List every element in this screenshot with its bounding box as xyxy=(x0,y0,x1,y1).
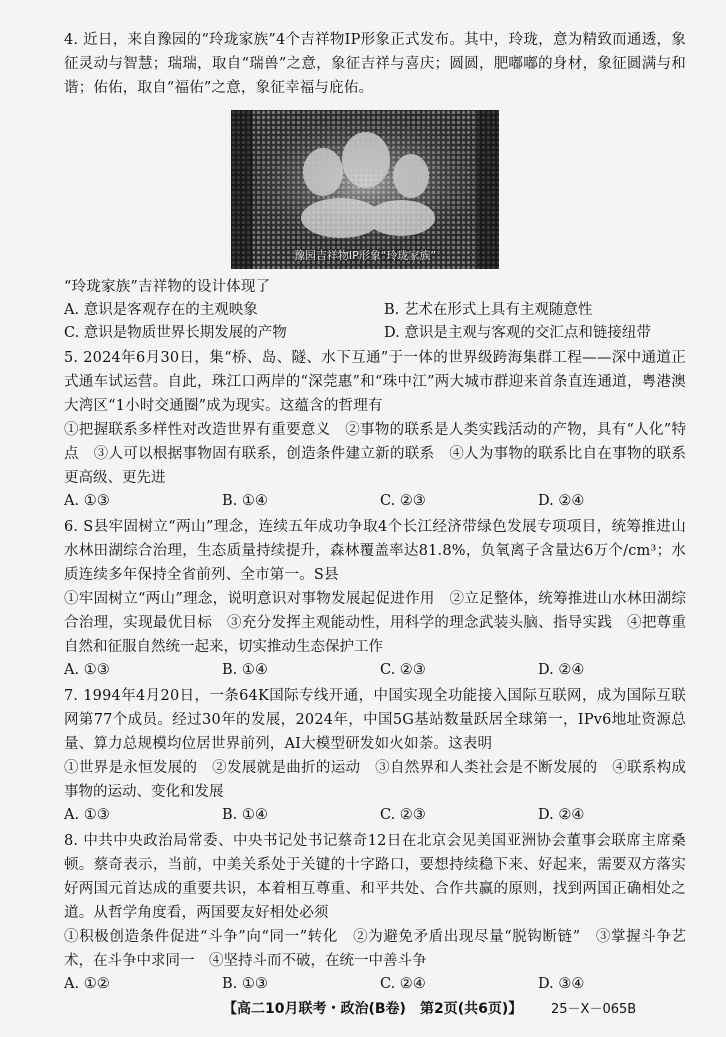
option-a[interactable]: A. ①③ xyxy=(64,662,110,678)
option-a[interactable]: A. ①② xyxy=(64,976,110,992)
option-a[interactable]: A. 意识是客观存在的主观映象 xyxy=(64,302,258,318)
mascot-figure xyxy=(231,110,499,269)
option-b[interactable]: B. ①④ xyxy=(222,493,268,509)
question-4 xyxy=(64,28,686,345)
question-7 xyxy=(64,684,686,827)
question-8-statements: ①积极创造条件促进“斗争”向“同一”转化 ②为避免矛盾出现尽量“脱钩断链” ③掌握斗争艺术，在斗争中求同一 ④坚持斗而不破，在统一中善斗争 xyxy=(64,929,686,969)
option-b[interactable]: B. 艺术在形式上具有主观随意性 xyxy=(384,302,593,318)
footer-code: 25－X－065B xyxy=(551,1002,637,1017)
question-7-stem: 7. 1994年4月20日，一条64K国际专线开通，中国实现全功能接入国际互联网，成为国际互联网第77个成员。经过30年的发展，2024年，中国5G基站数量跃居全球第一，IPv6地址资源总量、算力总规模均位居世界前列，AI大模型研发如火如荼。这表明 xyxy=(64,688,686,752)
option-c[interactable]: C. ②③ xyxy=(380,493,426,509)
question-6 xyxy=(64,515,686,682)
option-a[interactable]: A. ①③ xyxy=(64,807,110,823)
option-d[interactable]: D. ②④ xyxy=(538,662,585,678)
question-5 xyxy=(64,346,686,513)
footer-title: 【高二10月联考・政治(B卷) 第2页(共6页)】 xyxy=(223,1001,523,1017)
option-c[interactable]: C. ②③ xyxy=(380,807,426,823)
question-7-statements: ①世界是永恒发展的 ②发展就是曲折的运动 ③自然界和人类社会是不断发展的 ④联系构成事物的运动、变化和发展 xyxy=(64,760,686,800)
page-footer xyxy=(0,998,726,1022)
option-b[interactable]: B. ①④ xyxy=(222,807,268,823)
question-7-options xyxy=(64,804,686,827)
option-c[interactable]: C. ②③ xyxy=(380,662,426,678)
question-5-stem: 5. 2024年6月30日，集“桥、岛、隧、水下互通”于一体的世界级跨海集群工程——深中通道正式通车试运营。自此，珠江口两岸的“深莞惠”和“珠中江”两大城市群迎来首条直连通道，粤港澳大湾区“1小时交通圈”成为现实。这蕴含的哲理有 xyxy=(64,350,686,414)
mascot-photo-image xyxy=(231,110,499,269)
question-6-options xyxy=(64,659,686,682)
option-b[interactable]: B. ①③ xyxy=(222,976,268,992)
question-4-options xyxy=(64,299,686,345)
option-d[interactable]: D. ③④ xyxy=(538,976,585,992)
question-4-stem: 4. 近日，来自豫园的“玲珑家族”4个吉祥物IP形象正式发布。其中，玲珑，意为精致而通透，象征灵动与智慧；瑞瑞，取自“瑞兽”之意，象征吉祥与喜庆；圆圆，肥嘟嘟的身材，象征圆满与和谐；佑佑，取自“福佑”之意，象征幸福与庇佑。 xyxy=(64,32,686,96)
question-4-prompt: “玲珑家族”吉祥物的设计体现了 xyxy=(64,279,271,295)
option-d[interactable]: D. 意识是主观与客观的交汇点和链接纽带 xyxy=(384,325,651,341)
question-8 xyxy=(64,829,686,996)
option-b[interactable]: B. ①④ xyxy=(222,662,268,678)
question-5-statements: ①把握联系多样性对改造世界有重要意义 ②事物的联系是人类实践活动的产物，具有“人化”特点 ③人可以根据事物固有联系，创造条件建立新的联系 ④人为事物的联系比自在事物的联系更高级、更先进 xyxy=(64,422,686,486)
question-8-options xyxy=(64,973,686,996)
option-d[interactable]: D. ②④ xyxy=(538,493,585,509)
question-6-statements: ①牢固树立“两山”理念，说明意识对事物发展起促进作用 ②立足整体，统筹推进山水林田湖综合治理，实现最优目标 ③充分发挥主观能动性，用科学的理念武装头脑、指导实践 ④把尊重自然和征服自然统一起来，切实推动生态保护工作 xyxy=(64,591,686,655)
figure-caption: 豫园吉祥物IP形象“玲珑家族” xyxy=(293,249,437,262)
question-8-stem: 8. 中共中央政治局常委、中央书记处书记蔡奇12日在北京会见美国亚洲协会董事会联席主席桑顿。蔡奇表示，当前，中美关系处于关键的十字路口，要想持续稳下来、好起来，需要双方落实好两国元首达成的重要共识，本着相互尊重、和平共处、合作共赢的原则，找到两国正确相处之道。从哲学角度看，两国要友好相处必须 xyxy=(64,833,686,921)
question-6-stem: 6. S县牢固树立“两山”理念，连续五年成功争取4个长江经济带绿色发展专项项目，统筹推进山水林田湖综合治理，生态质量持续提升，森林覆盖率达81.8%，负氧离子含量达6万个/cm³；水质连续多年保持全省前列、全市第一。S县 xyxy=(64,519,686,583)
option-c[interactable]: C. 意识是物质世界长期发展的产物 xyxy=(64,325,287,341)
option-a[interactable]: A. ①③ xyxy=(64,493,110,509)
option-d[interactable]: D. ②④ xyxy=(538,807,585,823)
option-c[interactable]: C. ②④ xyxy=(380,976,426,992)
question-5-options xyxy=(64,490,686,513)
